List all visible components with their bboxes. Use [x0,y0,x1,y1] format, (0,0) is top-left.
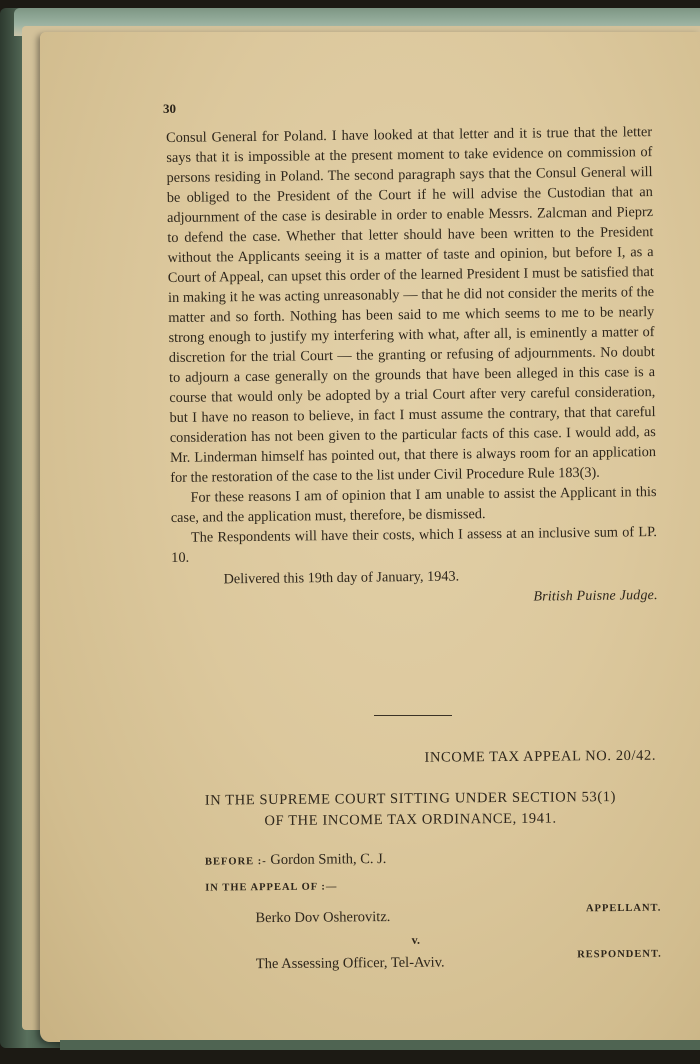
parties-block [161,849,662,993]
paragraph-reasons: For these reasons I am of opinion that I am unable to assist the Applicant in this case, and the application must, therefore, be dismissed. [170,484,657,526]
judge-signature: British Puisne Judge. [533,588,658,605]
before-label: BEFORE :- [204,856,267,868]
cover-bottom-edge [60,1040,700,1050]
respondent-role: RESPONDENT. [577,948,662,961]
court-line-2: OF THE INCOME TAX ORDINANCE, 1941. [264,810,557,830]
appellant-role: APPELLANT. [585,902,662,915]
paragraph-consul-letter: Consul General for Poland. I have looked at that letter and it is true that the letter says that it is impossible at the present moment to take evidence on commission of persons residing in Poland. The second paragraph says that the Consul General will be obliged to the President of the Court if he will advise the Custodian that an adjournment of the case is desirable in order to enable Messrs. Zalcman and Pieprz to defend the case. Whether that letter should have been written to the President without the Applicants seeing it is a matter of taste and opinion, but before I, as a Court of Appeal, can upset this order of the learned President I must be satisfied that in making it he was acting unreasonably — that he did not consider the merits of the matter and so forth. Nothing has been said to me which seems to me to be nearly strong enough to justify my interfering with what, after all, is eminently a matter of discretion for the trial Court — the granting or refusing of adjournments. No doubt to adjourn a case generally on the grounds that have been alleged in this case is a course that would only be adopted by a trial Court after very careful consideration, but I have no reason to believe, in fact I must assume the contrary, that that careful consideration has not been given to the particular facts of this case. I would add, as Mr. Linderman himself has pointed out, that there is always room for an application for the restoration of the case to the list under Civil Procedure Rule 183(3). [166,124,657,486]
section-divider [374,715,452,716]
case-number: INCOME TAX APPEAL NO. 20/42. [424,747,657,766]
versus: v. [411,932,421,947]
case-heading [160,748,662,993]
before-judge: Gordon Smith, C. J. [270,851,387,869]
judgment-text [166,122,658,612]
paragraph-costs: The Respondents will have their costs, which I assess at an inclusive sum of LP. 10. [171,524,658,566]
appellant-name: Berko Dov Osherovitz. [255,908,391,927]
before-row [205,851,387,870]
court-heading [160,787,660,833]
page-number: 30 [163,101,176,116]
appeal-label: IN THE APPEAL OF :— [205,881,338,894]
respondent-name: The Assessing Officer, Tel-Aviv. [255,954,445,973]
court-line-1: IN THE SUPREME COURT SITTING UNDER SECTION 53(1) [204,789,617,809]
delivered-date: Delivered this 19th day of January, 1943. [223,568,460,588]
